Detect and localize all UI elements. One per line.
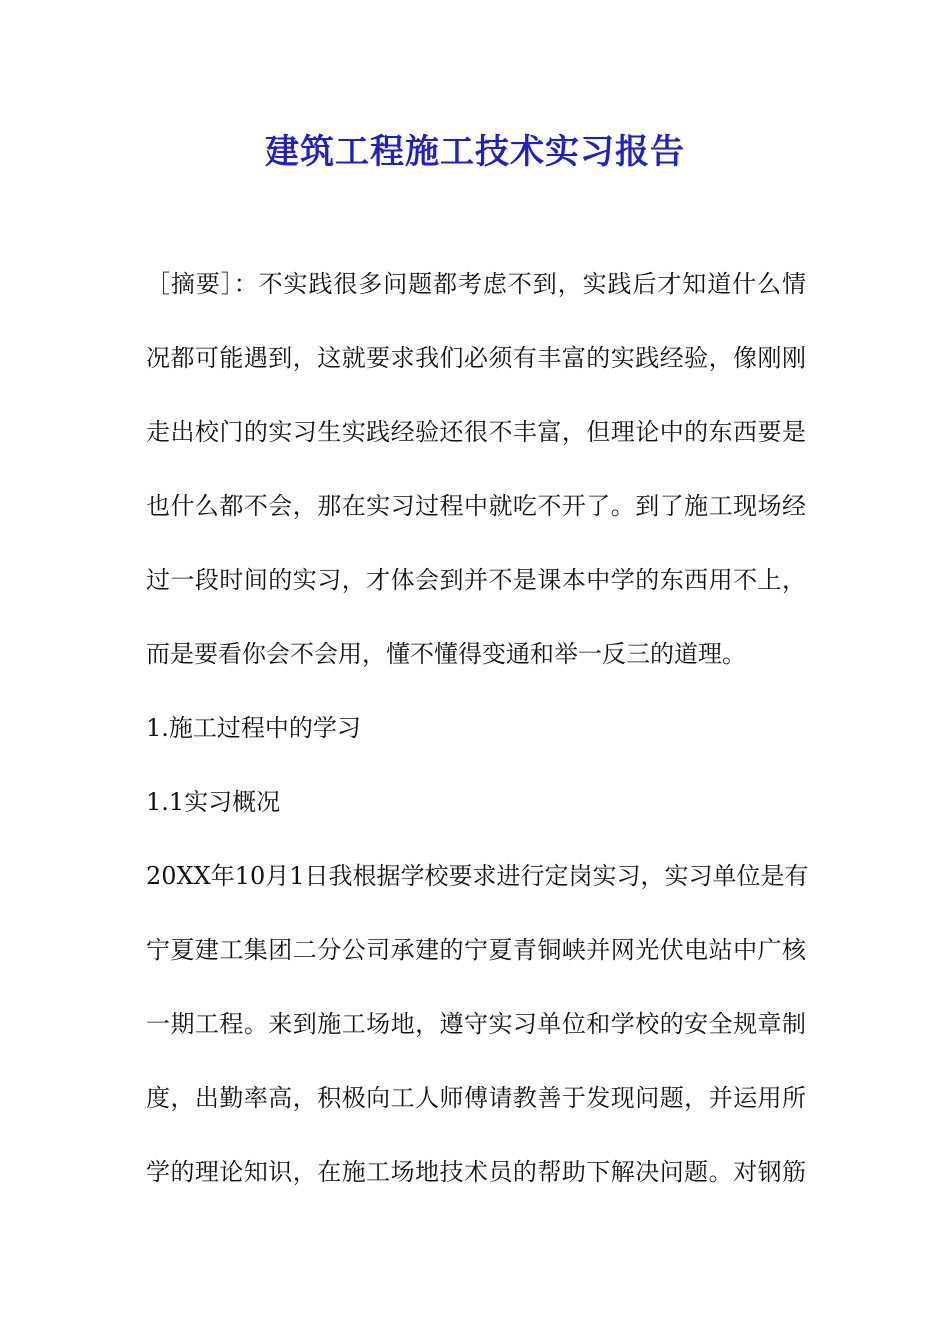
paragraph-line: 一期工程。来到施工场地，遵守实习单位和学校的安全规章制 [146, 1010, 806, 1038]
subsection-heading: 1.1实习概况 [146, 788, 281, 816]
paragraph-line: ［摘要］：不实践很多问题都考虑不到，实践后才知道什么情 [146, 270, 806, 298]
section-heading: 1.施工过程中的学习 [146, 714, 361, 742]
document-title: 建筑工程施工技术实习报告 [265, 132, 685, 172]
paragraph-line: 过一段时间的实习，才体会到并不是课本中学的东西用不上， [146, 566, 806, 594]
paragraph-line: 况都可能遇到，这就要求我们必须有丰富的实践经验，像刚刚 [146, 344, 806, 372]
paragraph-line: 也什么都不会，那在实习过程中就吃不开了。到了施工现场经 [146, 492, 806, 520]
paragraph-line: 而是要看你会不会用，懂不懂得变通和举一反三的道理。 [146, 640, 746, 668]
paragraph-line: 20XX年10月1日我根据学校要求进行定岗实习，实习单位是有 [146, 862, 809, 890]
paragraph-line: 走出校门的实习生实践经验还很不丰富，但理论中的东西要是 [146, 418, 806, 446]
paragraph-line: 度，出勤率高，积极向工人师傅请教善于发现问题，并运用所 [146, 1084, 806, 1112]
paragraph-line: 学的理论知识，在施工场地技术员的帮助下解决问题。对钢筋 [146, 1158, 806, 1186]
paragraph-line: 宁夏建工集团二分公司承建的宁夏青铜峡并网光伏电站中广核 [146, 936, 806, 964]
